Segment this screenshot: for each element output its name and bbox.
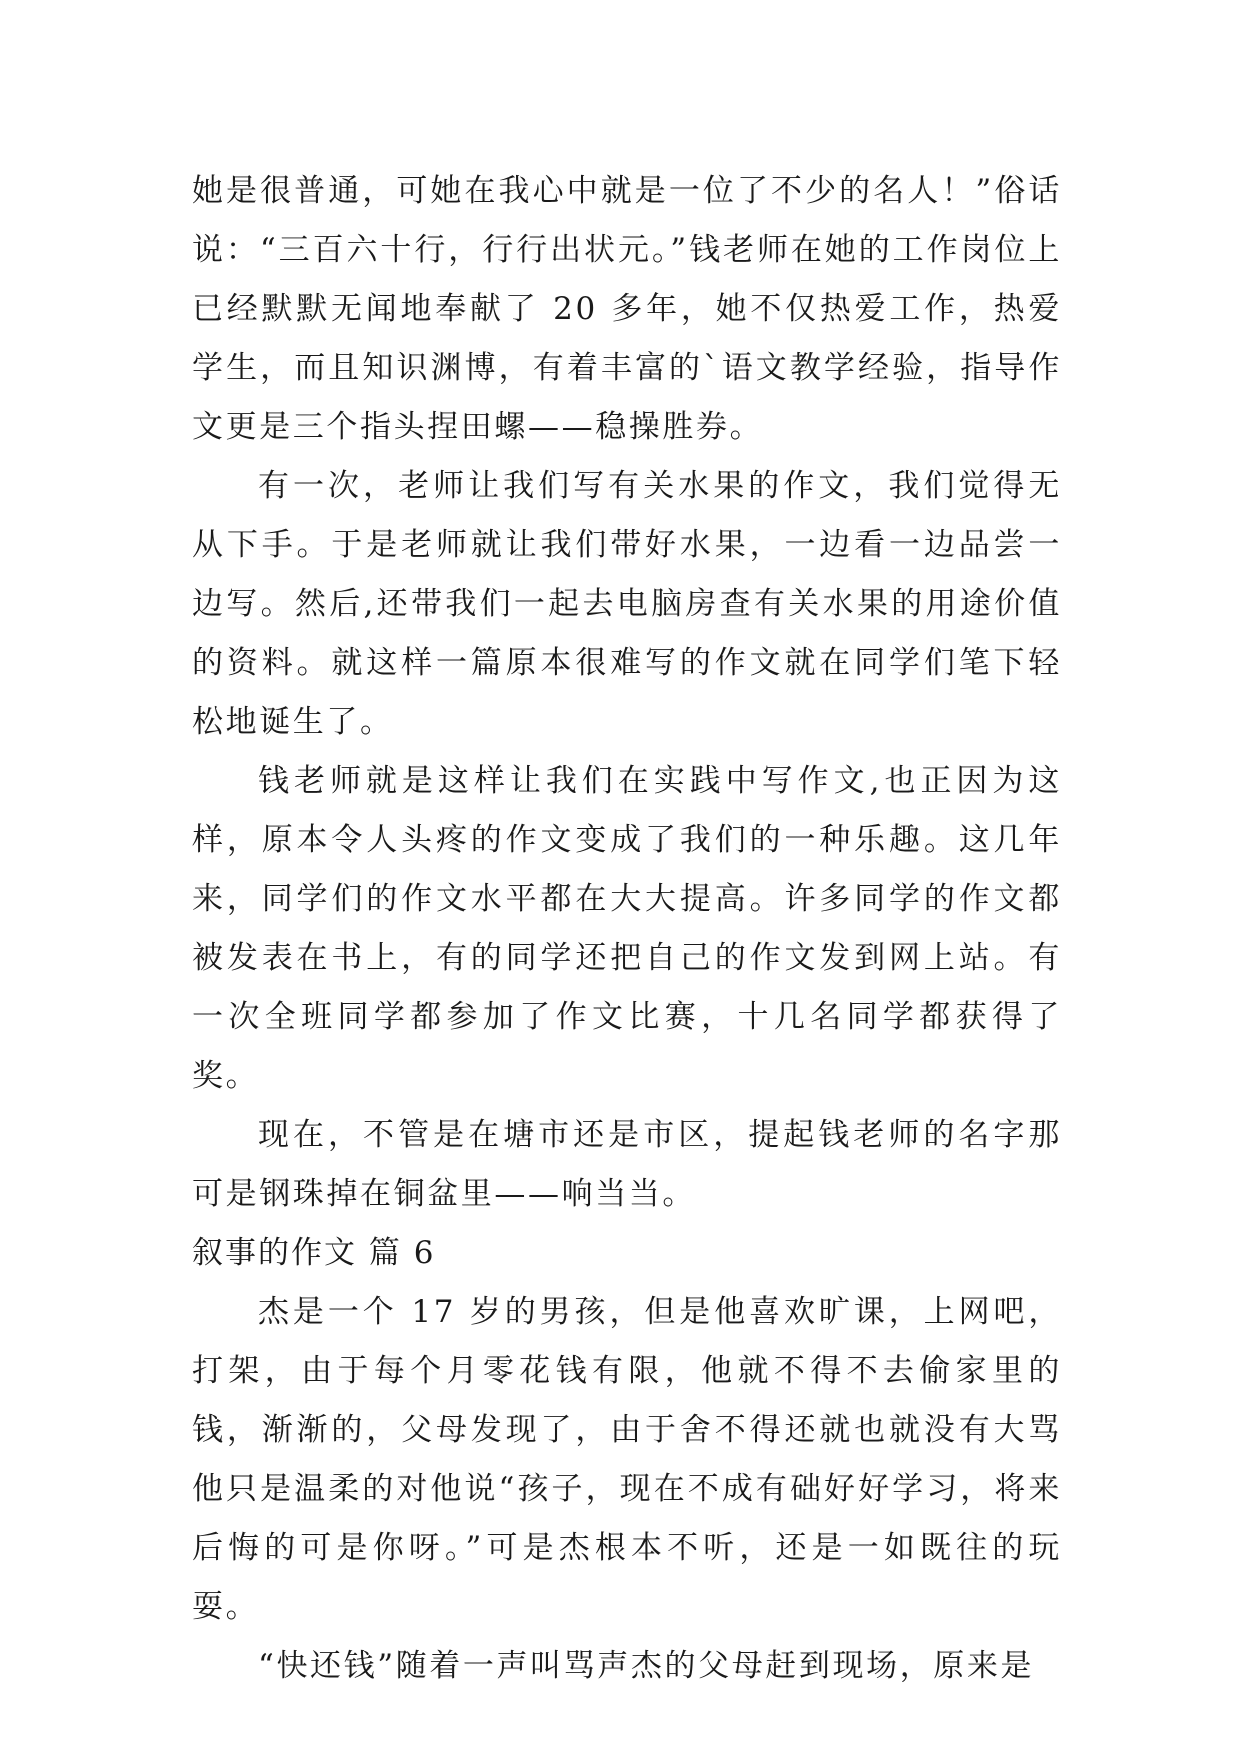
- section-heading: 叙事的作文 篇 6: [192, 1235, 436, 1271]
- paragraph-practice-writing: 钱老师就是这样让我们在实践中写作文,也正因为这样，原本令人头疼的作文变成了我们的一种乐趣。这几年来，同学们的作文水平都在大大提高。许多同学的作文都被发表在书上，有的同学还把自己的作文发到网上站。有一次全班同学都参加了作文比赛，十几名同学都获得了奖。: [192, 763, 1062, 1094]
- paragraph-repay-money: “快还钱”随着一声叫骂声杰的父母赶到现场，原来是: [258, 1648, 1035, 1684]
- paragraph-jie-story: 杰是一个 17 岁的男孩，但是他喜欢旷课，上网吧，打架，由于每个月零花钱有限，他就不得不去偷家里的钱，渐渐的，父母发现了，由于舍不得还就也就没有大骂他只是温柔的对他说“孩子，现在不成有础好好学习，将来后悔的可是你呀。”可是杰根本不听，还是一如既往的玩耍。: [192, 1294, 1062, 1625]
- document-body: [192, 162, 1062, 1696]
- paragraph-famous-teacher: 现在，不管是在塘市还是市区，提起钱老师的名字那可是钢珠掉在铜盆里——响当当。: [192, 1117, 1062, 1212]
- paragraph-fruit-essay: 有一次，老师让我们写有关水果的作文，我们觉得无从下手。于是老师就让我们带好水果，一边看一边品尝一边写。然后,还带我们一起去电脑房查有关水果的用途价值的资料。就这样一篇原本很难写的作文就在同学们笔下轻松地诞生了。: [192, 468, 1062, 740]
- paragraph-continuation: 她是很普通，可她在我心中就是一位了不少的名人！”俗话说：“三百六十行，行行出状元。”钱老师在她的工作岗位上已经默默无闻地奉献了 20 多年，她不仅热爱工作，热爱学生，而且知识渊博，有着丰富的`语文教学经验，指导作文更是三个指头捏田螺——稳操胜券。: [192, 173, 1062, 445]
